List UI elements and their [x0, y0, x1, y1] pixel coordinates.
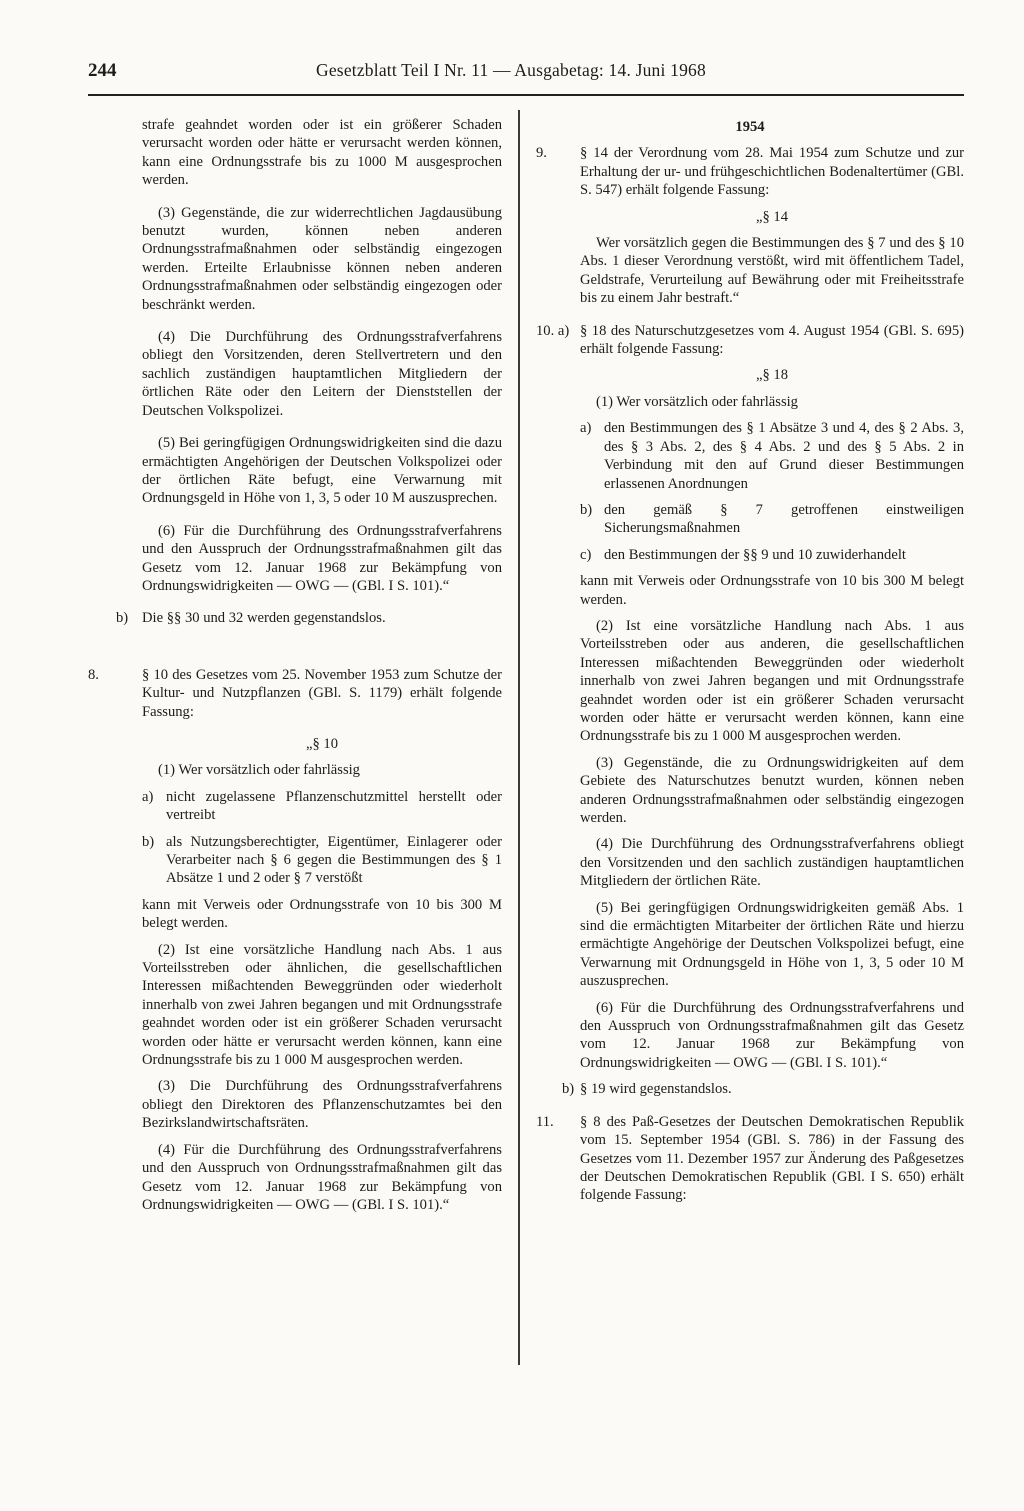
- list-text: den gemäß § 7 getroffenen einstweiligen Sicherungsmaßnahmen: [604, 501, 964, 537]
- paragraph-2: (2) Ist eine vorsätzliche Handlung nach Abs. 1 aus Vorteilsstreben oder aus anderen, die gesellschaftlichen Interessen mißachtenden Beweggründen oder wiederholt innerhalb von zwei Jahren begangen und mit Ordnungsstrafe geahndet worden oder ist ein größerer Schaden verursacht worden oder hätte er verursacht werden können, kann eine Ordnungsstrafe bis zu 1 000 M ausgesprochen werden.: [580, 617, 964, 745]
- paragraph-3: (3) Gegenstände, die zu Ordnungswidrigkeiten auf dem Gebiete des Naturschutzes benutzt wurden, können neben anderen Ordnungsstrafmaßnahmen oder selbständig eingezogen werden.: [580, 754, 964, 826]
- section-heading: „§ 14: [755, 208, 789, 225]
- item-label: b): [562, 1081, 575, 1098]
- item-text: § 8 des Paß-Gesetzes der Deutschen Demokratischen Republik vom 15. September 1954 (GBl. S. 786) in der Fassung des Gesetzes vom 11. Dezember 1957 zur Änderung des Paßgesetzes der Deutschen Demokratischen Republik (GBl. I S. 650) erhält folgende Fassung:: [580, 1113, 964, 1204]
- item-10: [536, 322, 964, 359]
- paragraph-3: (3) Gegenstände, die zur widerrechtlichen Jagdausübung benutzt wurden, können neben anderen Ordnungsstrafmaßnahmen oder selbständig eingezogen werden. Erteilte Erlaubnisse können neben anderen Ordnungsstrafmaßnahmen oder selbständig eingezogen oder beschränkt werden.: [142, 204, 502, 313]
- list-label: c): [580, 546, 592, 563]
- paragraph: kann mit Verweis oder Ordnungsstrafe von 10 bis 300 M belegt werden.: [142, 896, 502, 932]
- item-number: 9.: [536, 145, 547, 162]
- paragraph: strafe geahndet worden oder ist ein größerer Schaden verursacht worden oder hätte er verursacht werden können, kann eine Ordnungsstrafe bis zu 1000 M ausgesprochen werden.: [142, 117, 502, 189]
- list-text: nicht zugelassene Pflanzenschutzmittel herstellt oder vertreibt: [166, 788, 502, 824]
- list-label: b): [580, 501, 593, 518]
- item-text: § 14 der Verordnung vom 28. Mai 1954 zum Schutze und zur Erhaltung der ur- und frühgeschichtlichen Bodenaltertümer (GBl. S. 547) erhält folgende Fassung:: [580, 145, 964, 199]
- item-8: [88, 666, 502, 721]
- section-heading: „§ 10: [305, 735, 339, 752]
- list-item: [580, 546, 964, 564]
- paragraph-1: (1) Wer vorsätzlich oder fahrlässig: [158, 762, 360, 779]
- item-number: 10. a): [536, 322, 570, 339]
- list-text: als Nutzungsberechtigter, Eigentümer, Einlagerer oder Verarbeiter nach § 6 gegen die Bestimmungen des § 1 Absätze 1 und 2 oder § 7 verstößt: [166, 833, 502, 887]
- item-text: § 18 des Naturschutzgesetzes vom 4. August 1954 (GBl. S. 695) erhält folgende Fassung:: [580, 322, 964, 358]
- item-text: § 10 des Gesetzes vom 25. November 1953 zum Schutze der Kultur- und Nutzpflanzen (GBl. S. 1179) erhält folgende Fassung:: [142, 666, 502, 720]
- paragraph-5: (5) Bei geringfügigen Ordnungswidrigkeiten gemäß Abs. 1 sind die ermächtigten Mitarbeiter der örtlichen Räte und hierzu ermächtigte Angehörige der Deutschen Volkspolizei befugt, eine Verwarnung mit Ordnungsgeld in Höhe von 1, 3, 5 oder 10 M auszusprechen.: [580, 899, 964, 990]
- list-text: den Bestimmungen des § 1 Absätze 3 und 4, des § 2 Abs. 3, des § 3 Abs. 2, des § 4 Abs. 2 und des § 5 Abs. 2 in Verbindung mit den auf Grund dieser Bestimmungen erlassenen Anordnungen: [604, 420, 964, 492]
- paragraph-5: (5) Bei geringfügigen Ordnungswidrigkeiten sind die dazu ermächtigten Angehörigen der Deutschen Volkspolizei oder der örtlichen Räte befugt, eine Verwarnung mit Ordnungsgeld in Höhe von 1, 3, 5 oder 10 M auszusprechen.: [142, 435, 502, 507]
- item-11: [536, 1113, 964, 1205]
- header-rule: [88, 94, 964, 96]
- header-title: Gesetzblatt Teil I Nr. 11 — Ausgabetag: 14. Juni 1968: [316, 60, 706, 80]
- paragraph: Wer vorsätzlich gegen die Bestimmungen des § 7 und des § 10 Abs. 1 dieser Verordnung verstößt, wird mit öffentlichem Tadel, Geldstrafe, Verurteilung auf Bewährung oder mit Freiheitsstrafe bis zu einem Jahr bestraft.“: [580, 235, 964, 307]
- paragraph-2: (2) Ist eine vorsätzliche Handlung nach Abs. 1 aus Vorteilsstreben oder ähnlichen, die gesellschaftlichen Interessen mißachtenden Beweggründen oder wiederholt innerhalb von zwei Jahren begangen und mit Ordnungsstrafe geahndet worden oder ist ein größerer Schaden verursacht worden oder hätte er verursacht werden können, kann eine Ordnungsstrafe bis zu 1 000 M ausgesprochen werden.: [142, 941, 502, 1069]
- item-b: [88, 609, 502, 627]
- paragraph-1: (1) Wer vorsätzlich oder fahrlässig: [596, 393, 798, 410]
- right-column: [536, 118, 964, 1205]
- list-label: b): [142, 833, 155, 850]
- item-label: b): [116, 610, 129, 627]
- paragraph-4: (4) Die Durchführung des Ordnungsstrafverfahrens obliegt den Vorsitzenden und den sachlich zuständigen hauptamtlichen Mitgliedern der örtlichen Räte.: [580, 836, 964, 890]
- paragraph-4: (4) Für die Durchführung des Ordnungsstrafverfahrens und den Ausspruch von Ordnungsstrafmaßnahmen gilt das Gesetz vom 12. Januar 1968 zur Bekämpfung von Ordnungswidrigkeiten — OWG — (GBl. I S. 101).“: [142, 1141, 502, 1213]
- paragraph-6: (6) Für die Durchführung des Ordnungsstrafverfahrens und den Ausspruch der Ordnungsstrafmaßnahmen gilt das Gesetz vom 12. Januar 1968 zur Bekämpfung von Ordnungswidrigkeiten — OWG — (GBl. I S. 101).“: [142, 522, 502, 594]
- list-label: a): [580, 420, 592, 437]
- item-number: 11.: [536, 1113, 554, 1130]
- item-text: § 19 wird gegenstandslos.: [580, 1081, 732, 1098]
- list-text: den Bestimmungen der §§ 9 und 10 zuwiderhandelt: [604, 546, 906, 563]
- list-item: [580, 419, 964, 493]
- section-heading: „§ 18: [755, 367, 789, 384]
- list-item: [142, 833, 502, 888]
- list-label: a): [142, 788, 154, 805]
- list-item: [580, 501, 964, 538]
- left-column: [88, 116, 502, 1214]
- column-divider: [518, 110, 520, 1365]
- paragraph-4: (4) Die Durchführung des Ordnungsstrafverfahrens obliegt den Vorsitzenden, deren Stellvertretern und den sachlich zuständigen hauptamtlichen Mitgliedern der örtlichen Räte oder den Leitern der Dienststellen der Deutschen Volkspolizei.: [142, 329, 502, 419]
- item-text: Die §§ 30 und 32 werden gegenstandslos.: [142, 610, 386, 627]
- page-number: 244: [88, 60, 117, 81]
- item-9: [536, 144, 964, 199]
- list-item: [142, 788, 502, 825]
- item-b: [536, 1080, 964, 1098]
- year-heading: 1954: [735, 119, 765, 135]
- page-header: [88, 60, 964, 88]
- paragraph-3: (3) Die Durchführung des Ordnungsstrafverfahrens obliegt den Direktoren des Pflanzenschutzamtes bei den Bezirkslandwirtschaftsräten.: [142, 1078, 502, 1132]
- paragraph-6: (6) Für die Durchführung des Ordnungsstrafverfahrens und den Ausspruch von Ordnungsstrafmaßnahmen gilt das Gesetz vom 12. Januar 1968 zur Bekämpfung von Ordnungswidrigkeiten — OWG — (GBl. I S. 101).“: [580, 999, 964, 1071]
- paragraph: kann mit Verweis oder Ordnungsstrafe von 10 bis 300 M belegt werden.: [580, 573, 964, 608]
- item-number: 8.: [88, 666, 99, 683]
